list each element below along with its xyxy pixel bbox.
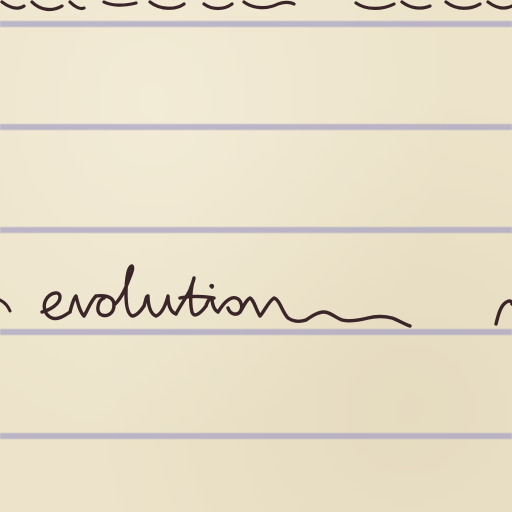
ink-mark-left <box>0 300 10 311</box>
ink-mark-right <box>496 301 512 324</box>
handwritten-word-evolution <box>42 266 410 326</box>
top-handwriting-fragment <box>2 2 512 9</box>
